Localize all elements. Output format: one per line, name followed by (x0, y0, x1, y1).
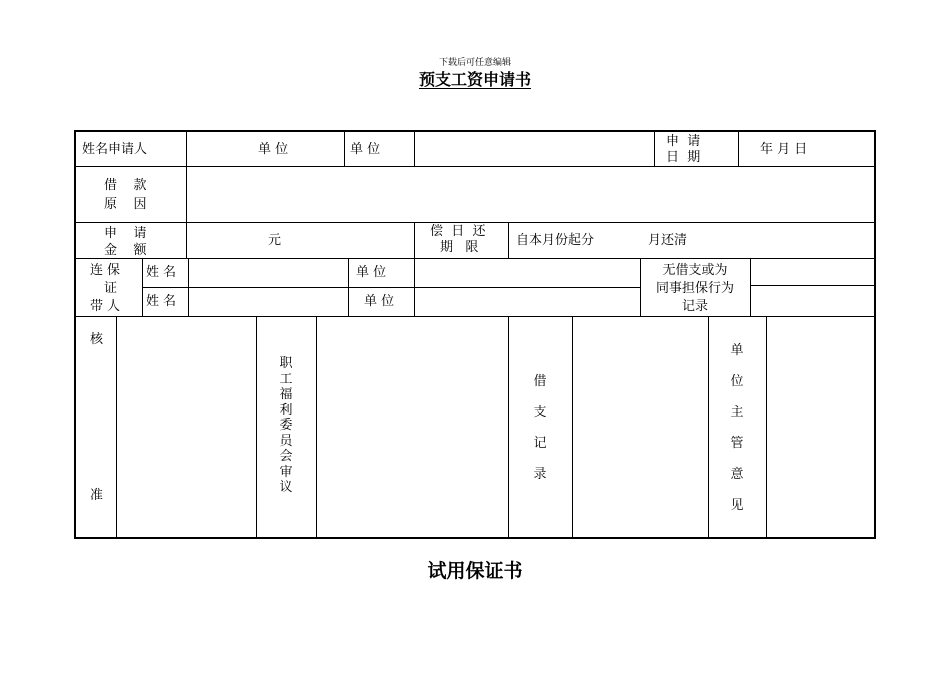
r5-v3 (316, 316, 317, 538)
reason-label-line1: 借 款 (104, 178, 147, 193)
repay-label-line2: 期 限 (440, 240, 479, 255)
r4-v4 (414, 258, 415, 316)
r4-v1 (142, 258, 143, 316)
apply-date-label-line2: 日 期 (666, 150, 701, 165)
supervisor-opinion-label: 单位主管意见 (730, 343, 744, 513)
r5-v7 (766, 316, 767, 538)
r1-v4 (654, 130, 655, 166)
guarantor-label-2: 证 (104, 281, 118, 296)
no-loan-record-line3: 记录 (681, 299, 708, 314)
r1-v2 (344, 130, 345, 166)
repay-text-suffix: 月还清 (648, 233, 688, 248)
form-border-right (874, 130, 876, 539)
r5-v2 (256, 316, 257, 538)
guarantor-label-1: 连保 (90, 263, 125, 278)
approve-label-top: 核 (90, 332, 104, 347)
r3-v3 (508, 222, 509, 258)
date-placeholder: 年 月 日 (760, 142, 808, 157)
row-line-3 (74, 258, 876, 259)
r3-v2 (414, 222, 415, 258)
salary-advance-form (74, 130, 876, 539)
amount-label-line1: 申 请 (104, 226, 147, 241)
reason-label-line2: 原 因 (104, 197, 147, 212)
r4-v6 (750, 258, 751, 316)
row-line-4 (74, 316, 876, 317)
page-title-text: 预支工资申请书 (418, 70, 531, 89)
r4-v2 (188, 258, 189, 316)
no-loan-record-line1: 无借支或为 (662, 263, 728, 278)
loan-record-label: 借支记录 (533, 374, 547, 482)
form-border-left (74, 130, 76, 539)
r3-v1 (186, 222, 187, 258)
no-loan-record-line2: 同事担保行为 (655, 281, 734, 296)
row-line-2 (74, 222, 876, 223)
page-title (0, 67, 950, 90)
amount-unit: 元 (268, 233, 282, 248)
guarantor2-name-label: 姓名 (146, 294, 181, 309)
download-note: 下载后可任意编辑 (438, 58, 511, 68)
guarantor1-unit-label: 单 位 (356, 265, 387, 280)
r5-v5 (572, 316, 573, 538)
r1-v1 (186, 130, 187, 166)
r1-v5 (738, 130, 739, 166)
committee-review-label: 职工福利委员会审议 (279, 356, 293, 495)
guarantor2-unit-label: 单 位 (364, 294, 395, 309)
trial-guarantee-title: 试用保证书 (427, 560, 523, 582)
unit-label: 单 位 (350, 142, 381, 157)
repay-label-line1: 偿 日 还 (430, 224, 486, 239)
r2-v1 (186, 166, 187, 222)
row-line-guarantor-mid (142, 287, 640, 288)
r5-v4 (508, 316, 509, 538)
applicant-unit-label: 单 位 (258, 142, 289, 157)
guarantor1-name-label: 姓名 (146, 265, 181, 280)
approve-label-bottom: 准 (90, 488, 104, 503)
amount-label-line2: 金 额 (104, 243, 147, 258)
apply-date-label-line1: 申 请 (666, 134, 701, 149)
r5-v1 (116, 316, 117, 538)
r5-v6 (708, 316, 709, 538)
r4-v3 (348, 258, 349, 316)
applicant-name-label: 姓名申请人 (82, 142, 148, 157)
r1-v3 (414, 130, 415, 166)
row-line-1 (74, 166, 876, 167)
row-line-guarantor-mid-right (750, 285, 876, 286)
form-border-top (74, 130, 876, 132)
repay-text-prefix: 自本月份起分 (516, 233, 595, 248)
guarantor-label-3: 带人 (90, 299, 125, 314)
form-border-bottom (74, 537, 876, 539)
